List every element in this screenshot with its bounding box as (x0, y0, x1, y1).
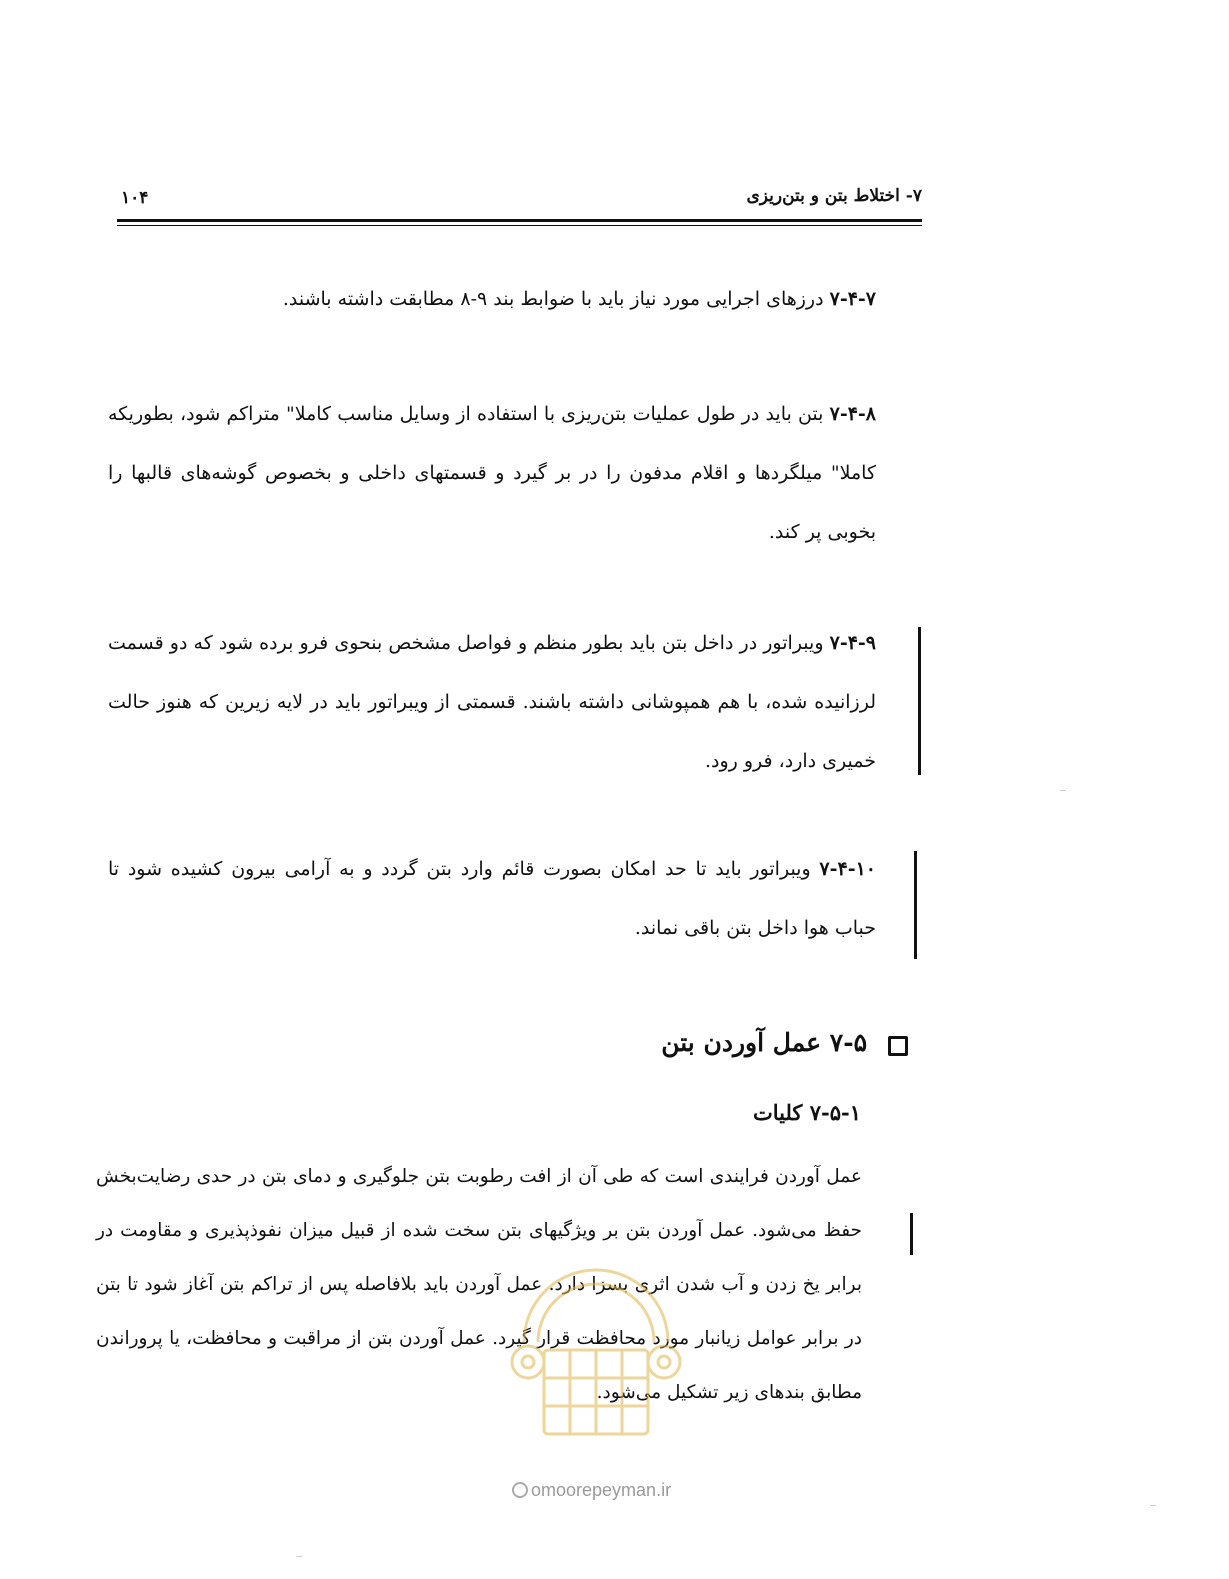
globe-icon (512, 1482, 528, 1498)
page-number: ۱۰۴ (121, 188, 149, 208)
header-rule-thick (117, 219, 922, 222)
scan-speck (296, 1556, 302, 1557)
clause-7-4-10 (108, 840, 876, 958)
clause-7-4-9 (108, 614, 876, 791)
scan-speck (1060, 790, 1066, 791)
watermark-text: omoorepeyman.ir (531, 1480, 672, 1500)
section-heading: ۷-۵ عمل آوردن بتن (661, 1028, 867, 1057)
section-square-bullet (888, 1036, 908, 1056)
subsection-heading: ۷-۵-۱ کلیات (752, 1100, 861, 1125)
revision-bar (914, 851, 917, 959)
clause-number: ۷-۴-۹ (829, 632, 876, 654)
clause-text: ویبراتور در داخل بتن باید بطور منظم و فواصل مشخص بنحوی فرو برده شود که دو قسمت لرزانیده شده، با هم همپوشانی داشته باشند. قسمتی از ویبراتور باید در لایه زیرین که هنوز حالت خمیری دارد، فرو رود. (108, 632, 876, 772)
section-body: عمل آوردن فرایندی است که طی آن از افت رطوبت بتن جلوگیری و دمای بتن در حدی رضایت‌بخش حفظ می‌شود. عمل آوردن بتن بر ویژگیهای بتن سخت شده از قبیل میزان نفوذپذیری و مقاومت در برابر یخ زدن و آب شدن اثری بسزا دارد. عمل آوردن باید بلافاصله پس از تراکم بتن آغاز شود تا بتن در برابر عوامل زیانبار مورد محافظت قرار گیرد. عمل آوردن بتن از مراقبت و محافظت، یا پروراندن مطابق بندهای زیر تشکیل می‌شود. (96, 1166, 862, 1403)
revision-bar (910, 1213, 913, 1255)
watermark (512, 1480, 671, 1501)
clause-number: ۷-۴-۸ (829, 403, 876, 425)
clause-text: ویبراتور باید تا حد امکان بصورت قائم وارد بتن گردد و به آرامی بیرون کشیده شود تا حباب هوا داخل بتن باقی نماند. (108, 858, 876, 939)
clause-number: ۷-۴-۱۰ (819, 858, 876, 880)
clause-number: ۷-۴-۷ (829, 288, 876, 310)
clause-7-4-7 (200, 270, 876, 329)
clause-text: درزهای اجرایی مورد نیاز باید با ضوابط بند ۹-۸ مطابقت داشته باشند. (282, 288, 830, 310)
running-header (117, 186, 922, 216)
header-rule-thin (117, 225, 922, 226)
clause-text: بتن باید در طول عملیات بتن‌ریزی با استفاده از وسایل مناسب کاملا" متراکم شود، بطوریکه کاملا" میلگردها و اقلام مدفون را در بر گیرد و قسمتهای داخلی و بخصوص گوشه‌های قالبها را بخوبی پر کند. (108, 403, 876, 543)
scan-speck (1150, 1505, 1156, 1506)
clause-7-4-8 (108, 385, 876, 562)
seal-watermark (504, 1250, 688, 1450)
chapter-title: ۷- اختلاط بتن و بتن‌ریزی (746, 186, 922, 206)
revision-bar (918, 627, 921, 775)
